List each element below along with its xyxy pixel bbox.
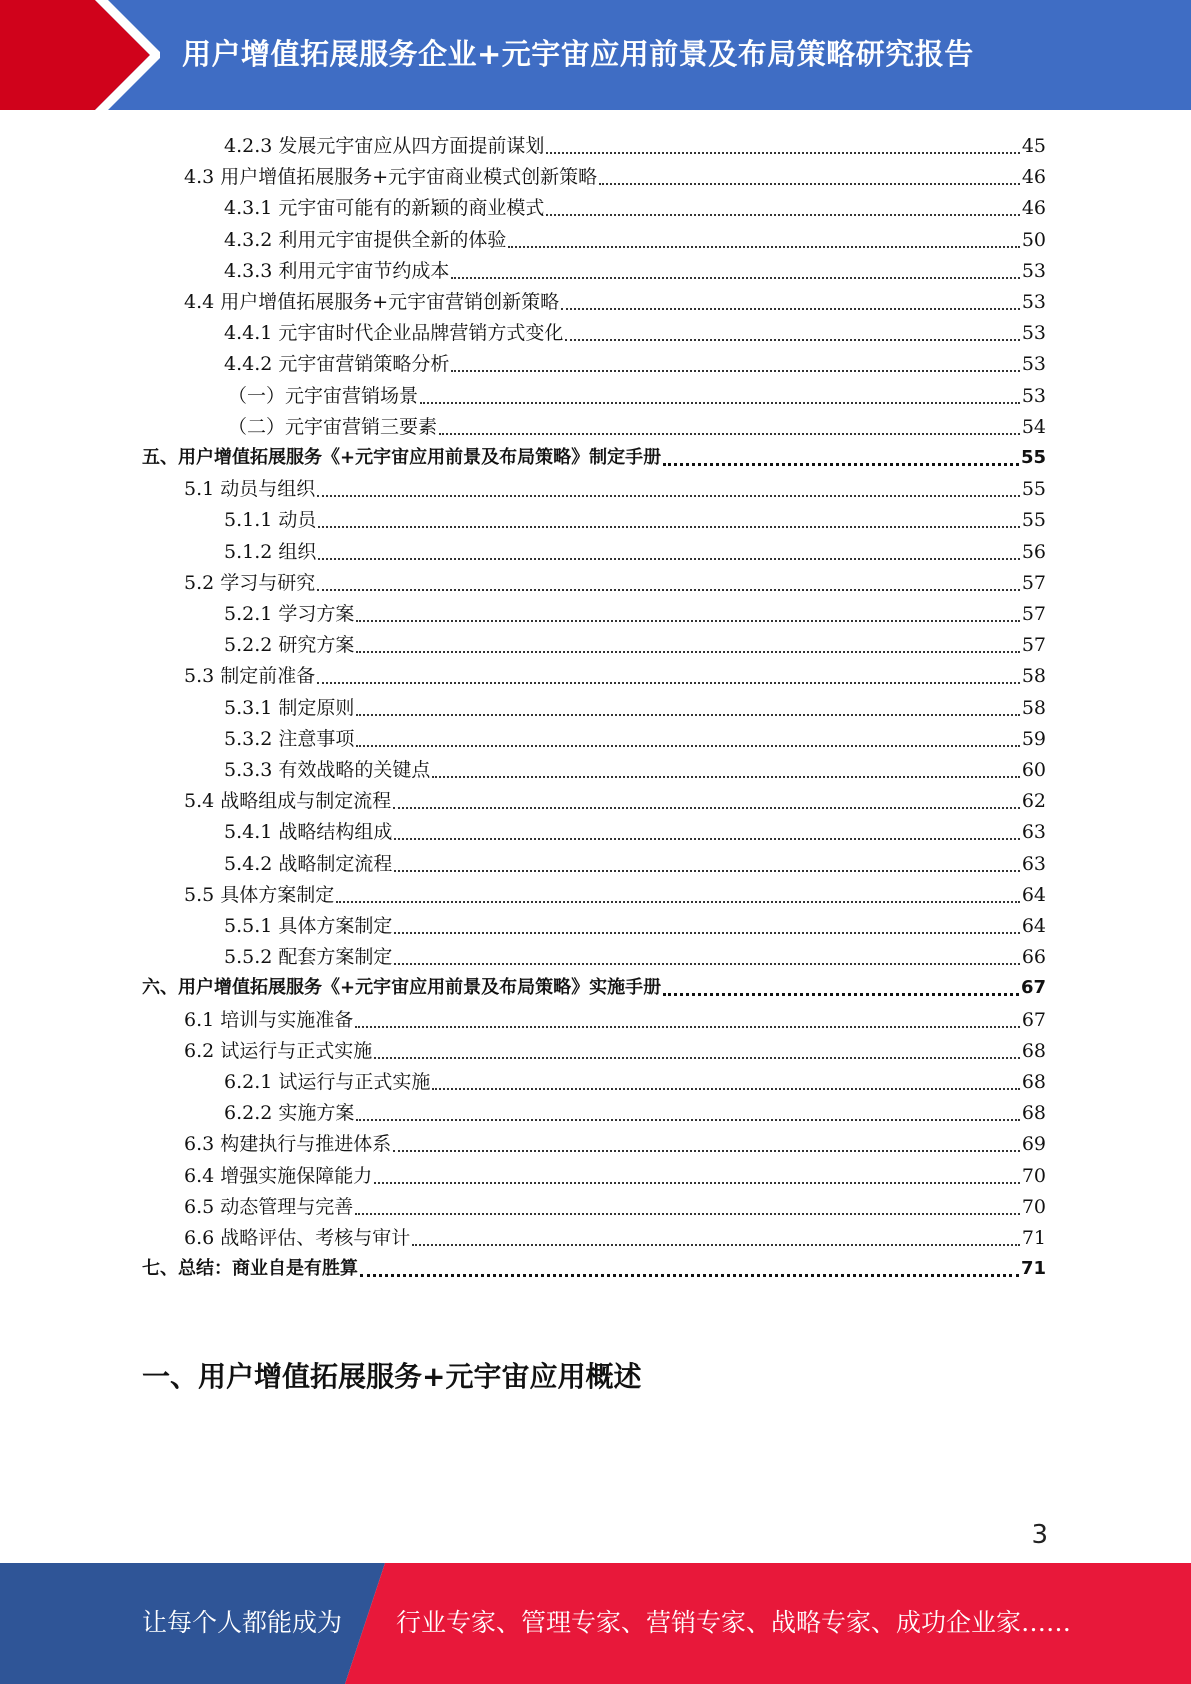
- toc-leader-dots: [420, 402, 1020, 404]
- toc-entry-label: 六、用户增值拓展服务《+元宇宙应用前景及布局策略》实施手册: [142, 977, 662, 999]
- toc-entry-label: 6.1 培训与实施准备: [184, 1008, 354, 1031]
- toc-leader-dots: [561, 308, 1020, 310]
- toc-entry[interactable]: [224, 127, 1046, 158]
- toc-entry-page: 71: [1020, 1258, 1046, 1280]
- toc-leader-dots: [565, 339, 1019, 341]
- toc-entry[interactable]: [224, 1094, 1046, 1125]
- toc-entry-page: 68: [1021, 1039, 1046, 1062]
- toc-entry-label: 5.2.1 学习方案: [224, 603, 355, 625]
- toc-entry[interactable]: [184, 283, 1046, 314]
- toc-entry[interactable]: [142, 1250, 1046, 1281]
- toc-leader-dots: [356, 651, 1019, 653]
- toc-entry-label: 5.5.2 配套方案制定: [224, 946, 393, 969]
- toc-entry-label: 4.4.1 元宇宙时代企业品牌营销方式变化: [224, 322, 564, 345]
- toc-entry[interactable]: [224, 501, 1046, 532]
- toc-leader-dots: [432, 1088, 1019, 1090]
- toc-leader-dots: [451, 370, 1019, 372]
- toc-entry-label: 4.2.3 发展元宇宙应从四方面提前谋划: [224, 135, 545, 157]
- toc-leader-dots: [317, 495, 1020, 497]
- toc-entry[interactable]: [228, 377, 1046, 408]
- toc-leader-dots: [356, 745, 1019, 747]
- toc-entry-label: 5.4.2 战略制定流程: [224, 852, 393, 875]
- toc-entry-page: 71: [1021, 1227, 1046, 1249]
- toc-entry-page: 55: [1021, 509, 1046, 532]
- toc-entry-page: 68: [1021, 1102, 1046, 1125]
- toc-entry[interactable]: [184, 564, 1046, 595]
- page-number: 3: [1031, 1520, 1048, 1550]
- toc-entry-page: 59: [1021, 727, 1046, 750]
- toc-leader-dots: [374, 1182, 1020, 1184]
- toc-entry-label: 4.4.2 元宇宙营销策略分析: [224, 353, 450, 376]
- toc-leader-dots: [374, 1057, 1020, 1059]
- toc-entry-page: 57: [1021, 571, 1046, 594]
- toc-entry[interactable]: [224, 221, 1046, 252]
- toc-entry[interactable]: [224, 751, 1046, 782]
- toc-leader-dots: [412, 1244, 1020, 1246]
- toc-entry-page: 53: [1021, 353, 1046, 376]
- toc-leader-dots: [317, 682, 1020, 684]
- toc-entry-page: 55: [1020, 447, 1046, 468]
- toc-leader-dots: [355, 1213, 1020, 1215]
- toc-entry[interactable]: [224, 533, 1046, 564]
- toc-leader-dots: [546, 152, 1019, 154]
- toc-entry-page: 63: [1021, 821, 1046, 844]
- toc-entry-page: 63: [1021, 852, 1046, 875]
- toc-entry[interactable]: [184, 1001, 1046, 1032]
- toc-leader-dots: [508, 246, 1019, 248]
- toc-entry-label: 4.3 用户增值拓展服务+元宇宙商业模式创新策略: [184, 166, 598, 189]
- toc-leader-dots: [336, 901, 1020, 903]
- toc-entry-label: 6.2.1 试运行与正式实施: [224, 1071, 431, 1093]
- toc-leader-dots: [546, 214, 1019, 216]
- toc-entry-label: 5.2.2 研究方案: [224, 634, 355, 657]
- toc-entry-page: 64: [1021, 915, 1046, 937]
- document-title: 用户增值拓展服务企业+元宇宙应用前景及布局策略研究报告: [182, 37, 974, 71]
- toc-entry[interactable]: [224, 907, 1046, 938]
- toc-leader-dots: [318, 526, 1019, 528]
- toc-entry[interactable]: [224, 813, 1046, 844]
- toc-entry-label: 5.4.1 战略结构组成: [224, 821, 393, 844]
- toc-entry-label: 5.1 动员与组织: [184, 478, 316, 501]
- toc-entry-page: 46: [1021, 197, 1046, 220]
- toc-entry-label: 5.4 战略组成与制定流程: [184, 790, 392, 813]
- toc-entry-page: 66: [1021, 946, 1046, 969]
- toc-entry-label: 6.6 战略评估、考核与审计: [184, 1227, 411, 1249]
- toc-leader-dots: [318, 558, 1019, 560]
- toc-entry-label: 6.4 增强实施保障能力: [184, 1164, 373, 1187]
- toc-entry[interactable]: [184, 876, 1046, 907]
- toc-entry[interactable]: [228, 408, 1046, 439]
- toc-leader-dots: [663, 463, 1019, 466]
- toc-entry[interactable]: [224, 626, 1046, 657]
- toc-leader-dots: [355, 1026, 1020, 1028]
- toc-entry-label: （一）元宇宙营销场景: [228, 384, 419, 407]
- toc-entry-page: 60: [1021, 759, 1046, 781]
- toc-entry-page: 53: [1021, 259, 1046, 282]
- toc-entry-page: 53: [1021, 322, 1046, 345]
- toc-entry[interactable]: [184, 158, 1046, 189]
- toc-entry-page: 58: [1021, 665, 1046, 688]
- toc-leader-dots: [393, 1150, 1020, 1152]
- toc-entry-page: 55: [1021, 478, 1046, 501]
- footer-banner: [0, 1563, 1191, 1684]
- toc-entry-label: 4.4 用户增值拓展服务+元宇宙营销创新策略: [184, 291, 560, 313]
- toc-entry-label: 5.3.3 有效战略的关键点: [224, 759, 431, 781]
- toc-entry-page: 70: [1021, 1195, 1046, 1218]
- toc-entry[interactable]: [224, 938, 1046, 969]
- toc-entry-page: 67: [1020, 977, 1046, 999]
- toc-entry-page: 58: [1021, 696, 1046, 719]
- toc-leader-dots: [356, 620, 1019, 622]
- toc-entry-label: 5.2 学习与研究: [184, 571, 316, 594]
- toc-entry[interactable]: [224, 314, 1046, 345]
- toc-entry[interactable]: [224, 252, 1046, 283]
- toc-entry-label: 5.5 具体方案制定: [184, 883, 335, 906]
- toc-leader-dots: [599, 183, 1020, 185]
- toc-entry-label: 5.3.1 制定原则: [224, 696, 355, 719]
- toc-entry[interactable]: [184, 782, 1046, 813]
- toc-entry-page: 46: [1021, 166, 1046, 189]
- toc-leader-dots: [360, 1274, 1019, 1277]
- header-banner: [0, 0, 1191, 110]
- toc-entry-label: 4.3.3 利用元宇宙节约成本: [224, 259, 450, 282]
- toc-entry[interactable]: [184, 1032, 1046, 1063]
- toc-entry-page: 56: [1021, 540, 1046, 563]
- toc-leader-dots: [394, 932, 1019, 934]
- toc-leader-dots: [356, 1119, 1019, 1121]
- toc-entry[interactable]: [224, 189, 1046, 220]
- toc-entry-label: 5.3.2 注意事项: [224, 727, 355, 750]
- toc-entry[interactable]: [142, 439, 1046, 470]
- toc-entry-page: 45: [1021, 135, 1046, 157]
- toc-entry-page: 50: [1021, 228, 1046, 251]
- section-heading: 一、用户增值拓展服务+元宇宙应用概述: [142, 1360, 642, 1393]
- toc-entry-label: 七、总结：商业自是有胜算: [142, 1258, 358, 1280]
- toc-leader-dots: [394, 963, 1019, 965]
- toc-entry[interactable]: [224, 689, 1046, 720]
- toc-entry[interactable]: [224, 345, 1046, 376]
- toc-entry-page: 64: [1021, 883, 1046, 906]
- footer-slogan-right: 行业专家、管理专家、营销专家、战略专家、成功企业家……: [396, 1608, 1072, 1637]
- toc-leader-dots: [356, 714, 1019, 716]
- toc-entry-page: 68: [1021, 1071, 1046, 1093]
- toc-entry-label: 6.3 构建执行与推进体系: [184, 1133, 392, 1156]
- toc-leader-dots: [432, 776, 1019, 778]
- toc-entry-page: 69: [1021, 1133, 1046, 1156]
- toc-entry-page: 70: [1021, 1164, 1046, 1187]
- toc-entry[interactable]: [224, 1063, 1046, 1094]
- toc-leader-dots: [394, 870, 1019, 872]
- toc-entry-page: 53: [1021, 384, 1046, 407]
- toc-entry-label: 4.3.1 元宇宙可能有的新颖的商业模式: [224, 197, 545, 220]
- toc-entry[interactable]: [184, 657, 1046, 688]
- toc-entry[interactable]: [184, 1125, 1046, 1156]
- toc-leader-dots: [663, 993, 1019, 996]
- toc-entry-page: 57: [1021, 634, 1046, 657]
- toc-entry[interactable]: [224, 595, 1046, 626]
- toc-leader-dots: [451, 277, 1019, 279]
- toc-entry[interactable]: [184, 470, 1046, 501]
- toc-entry-page: 67: [1021, 1008, 1046, 1031]
- toc-entry-label: 5.1.2 组织: [224, 540, 317, 563]
- toc-entry[interactable]: [184, 1157, 1046, 1188]
- toc-entry-label: 4.3.2 利用元宇宙提供全新的体验: [224, 228, 507, 251]
- toc-entry-page: 53: [1021, 291, 1046, 313]
- toc-entry-label: （二）元宇宙营销三要素: [228, 415, 438, 438]
- toc-entry-label: 6.2.2 实施方案: [224, 1102, 355, 1125]
- header-chevron-graphic: [0, 0, 160, 110]
- toc-entry-label: 6.2 试运行与正式实施: [184, 1039, 373, 1062]
- toc-entry-page: 54: [1021, 415, 1046, 438]
- toc-leader-dots: [394, 838, 1019, 840]
- toc-entry[interactable]: [224, 720, 1046, 751]
- toc-leader-dots: [393, 807, 1020, 809]
- toc-entry[interactable]: [224, 845, 1046, 876]
- toc-entry-label: 5.5.1 具体方案制定: [224, 915, 393, 937]
- toc-entry-label: 5.1.1 动员: [224, 509, 317, 532]
- toc-leader-dots: [317, 589, 1020, 591]
- toc-entry-label: 5.3 制定前准备: [184, 665, 316, 688]
- toc-entry[interactable]: [142, 969, 1046, 1000]
- footer-slogan-left: 让每个人都能成为: [142, 1608, 343, 1637]
- toc-entry-page: 57: [1021, 603, 1046, 625]
- toc-entry[interactable]: [184, 1188, 1046, 1219]
- toc-entry[interactable]: [184, 1219, 1046, 1250]
- toc-leader-dots: [439, 433, 1020, 435]
- toc-entry-page: 62: [1021, 790, 1046, 813]
- toc-entry-label: 6.5 动态管理与完善: [184, 1195, 354, 1218]
- toc-entry-label: 五、用户增值拓展服务《+元宇宙应用前景及布局策略》制定手册: [142, 447, 662, 468]
